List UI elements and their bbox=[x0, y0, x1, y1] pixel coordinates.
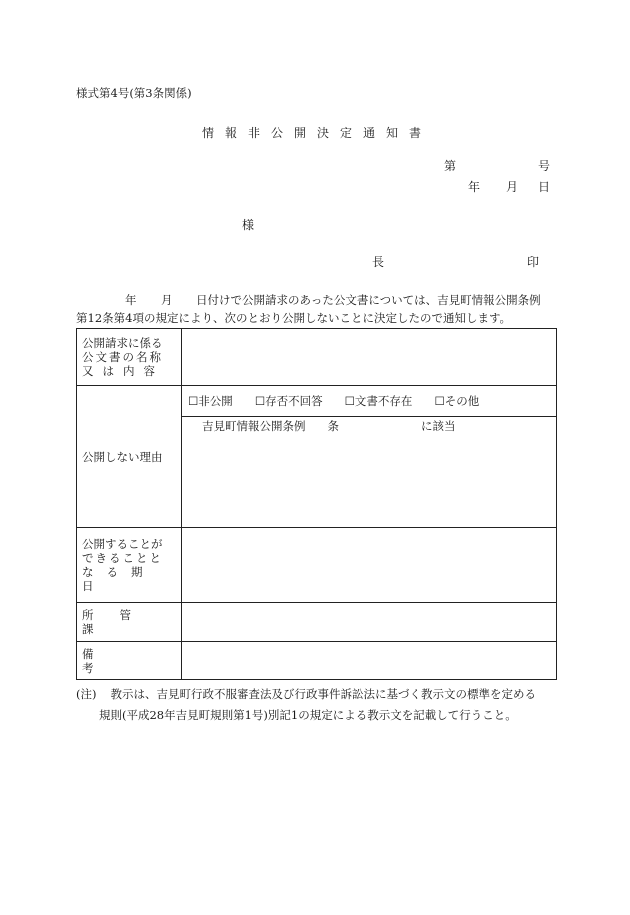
option-not-exist-checkbox[interactable]: ☐文書不存在 bbox=[344, 394, 413, 408]
reason-jo: 条 bbox=[327, 419, 339, 433]
intro-year: 年 bbox=[125, 293, 137, 307]
department-field[interactable] bbox=[182, 603, 557, 642]
footnote-mark: (注) bbox=[76, 687, 97, 701]
request-name-field[interactable] bbox=[182, 329, 557, 386]
date-day: 日 bbox=[538, 180, 551, 194]
reason-prefix: 吉見町情報公開条例 bbox=[202, 419, 306, 433]
number-dai: 第 bbox=[444, 159, 457, 173]
footnote-line2: 規則(平成28年吉見町規則第1号)別記1の規定による教示文を記載して行うこと。 bbox=[99, 708, 517, 722]
date-year: 年 bbox=[468, 180, 481, 194]
number-go: 号 bbox=[538, 159, 551, 173]
remarks-label: 備考 bbox=[77, 642, 182, 680]
intro-line1: 日付けで公開請求のあった公文書については、吉見町情報公開条例 bbox=[196, 293, 541, 307]
reason-text bbox=[182, 417, 556, 433]
request-name-label-line1: 公開請求に係る bbox=[82, 336, 163, 350]
option-other-checkbox[interactable]: ☐その他 bbox=[434, 394, 480, 408]
reason-suffix: に該当 bbox=[421, 419, 456, 433]
document-title: 情報非公開決定通知書 bbox=[202, 126, 433, 140]
decision-table bbox=[76, 328, 557, 680]
request-name-label bbox=[77, 329, 182, 386]
remarks-field[interactable] bbox=[182, 642, 557, 680]
release-date-field[interactable] bbox=[182, 528, 557, 603]
footnote bbox=[76, 684, 566, 726]
intro-line2: 第12条第4項の規定により、次のとおり公開しないことに決定したので通知します。 bbox=[76, 311, 512, 325]
release-date-label: 公開することが できることと なる期日 bbox=[77, 528, 182, 603]
reason-options bbox=[182, 386, 556, 417]
request-name-label-line2: 公文書の名称 bbox=[82, 350, 163, 364]
reason-field bbox=[182, 386, 557, 528]
footnote-line1: 教示は、吉見町行政不服審査法及び行政事件訴訟法に基づく教示文の標準を定める bbox=[110, 687, 536, 701]
date-month: 月 bbox=[506, 180, 519, 194]
option-nonpublic-checkbox[interactable]: ☐非公開 bbox=[188, 394, 233, 408]
form-number: 様式第4号(第3条関係) bbox=[76, 86, 192, 100]
reason-label: 公開しない理由 bbox=[77, 386, 182, 528]
department-label: 所管課 bbox=[77, 603, 182, 642]
sender-seal: 印 bbox=[527, 255, 540, 269]
sender-cho: 長 bbox=[372, 255, 385, 269]
request-name-label-line3: 又は内容 bbox=[82, 364, 164, 378]
addressee-sama: 様 bbox=[242, 218, 255, 232]
intro-month: 月 bbox=[161, 293, 173, 307]
option-neither-confirm-checkbox[interactable]: ☐存否不回答 bbox=[254, 394, 323, 408]
